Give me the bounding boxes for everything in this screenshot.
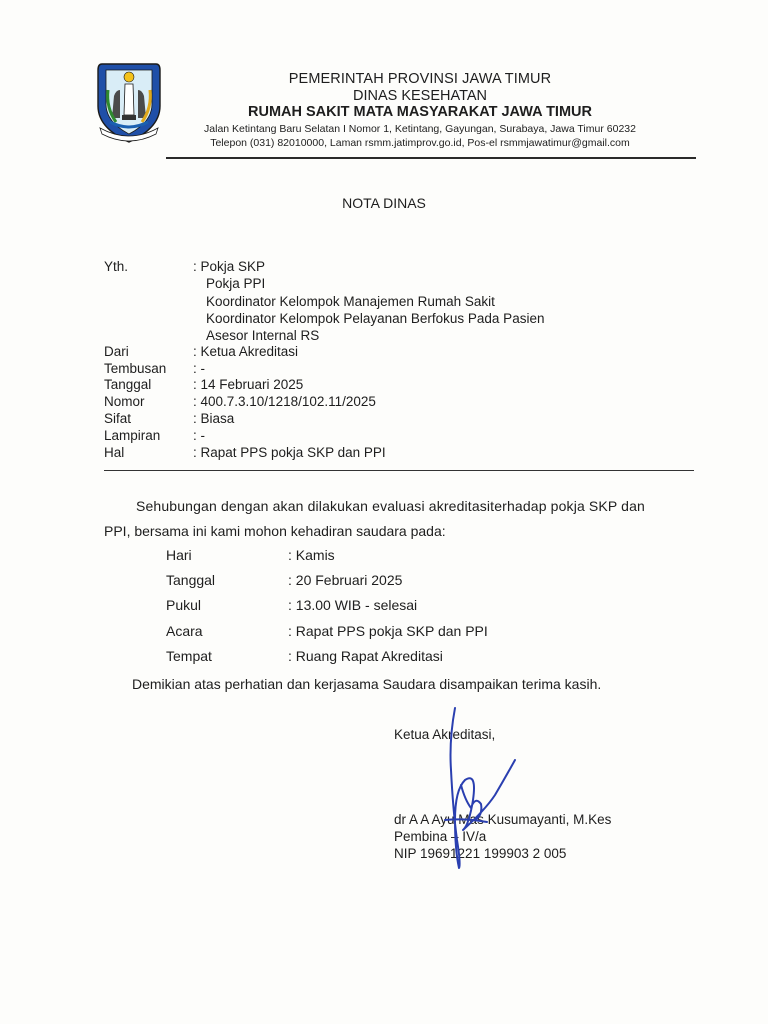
detail-value: : Kamis	[288, 547, 335, 563]
letterhead-divider	[166, 157, 696, 159]
attachment-label: Lampiran	[104, 428, 161, 443]
body-paragraph-line: Sehubungan dengan akan dilakukan evaluasi akreditasiterhadap pokja SKP dan	[136, 498, 645, 514]
letterhead-department: DINAS KESEHATAN	[352, 88, 488, 104]
detail-value: : Rapat PPS pokja SKP dan PPI	[288, 623, 488, 639]
detail-value: : 20 Februari 2025	[288, 572, 403, 588]
detail-value: : 13.00 WIB - selesai	[288, 597, 418, 613]
nature-value: : Biasa	[193, 411, 235, 426]
detail-label: Tempat	[166, 648, 212, 664]
nature-label: Sifat	[104, 411, 132, 426]
signatory-name: dr A A Ayu Mas Kusumayanti, M.Kes	[394, 812, 612, 827]
recipient-line: Koordinator Kelompok Manajemen Rumah Sakit	[206, 294, 495, 309]
signatory-position: Ketua Akreditasi,	[394, 727, 496, 742]
crest-logo	[96, 60, 162, 144]
subject-label: Hal	[104, 445, 125, 460]
cc-value: : -	[193, 361, 205, 376]
subject-value: : Rapat PPS pokja SKP dan PPI	[193, 445, 386, 460]
recipient-line: Koordinator Kelompok Pelayanan Berfokus Pada Pasien	[206, 311, 545, 326]
signatory-rank: Pembina – IV/a	[394, 829, 487, 844]
number-label: Nomor	[104, 394, 145, 409]
detail-label: Tanggal	[166, 572, 216, 588]
signatory-nip: NIP 19691221 199903 2 005	[394, 846, 567, 861]
header-divider	[104, 470, 694, 471]
letterhead-contact: Telepon (031) 82010000, Laman rsmm.jatimprov.go.id, Pos-el rsmmjawatimur@gmail.com	[210, 137, 630, 149]
letterhead-address: Jalan Ketintang Baru Selatan I Nomor 1, Ketintang, Gayungan, Surabaya, Jawa Timur 60232	[204, 123, 636, 135]
letterhead-hospital-name: RUMAH SAKIT MATA MASYARAKAT JAWA TIMUR	[248, 104, 592, 120]
detail-label: Hari	[166, 547, 192, 563]
date-value: : 14 Februari 2025	[193, 377, 304, 392]
recipient-line: Pokja PPI	[206, 276, 266, 291]
recipient-line: : Pokja SKP	[193, 259, 266, 274]
cc-label: Tembusan	[104, 361, 167, 376]
body-paragraph-line: PPI, bersama ini kami mohon kehadiran saudara pada:	[104, 523, 446, 539]
document-title: NOTA DINAS	[342, 195, 426, 211]
detail-label: Acara	[166, 623, 203, 639]
recipient-line: Asesor Internal RS	[206, 328, 320, 343]
date-label: Tanggal	[104, 377, 152, 392]
closing-sentence: Demikian atas perhatian dan kerjasama Saudara disampaikan terima kasih.	[132, 676, 602, 692]
number-value: : 400.7.3.10/1218/102.11/2025	[193, 394, 376, 409]
detail-label: Pukul	[166, 597, 202, 613]
detail-value: : Ruang Rapat Akreditasi	[288, 648, 443, 664]
recipient-label: Yth.	[104, 259, 129, 274]
letterhead-government: PEMERINTAH PROVINSI JAWA TIMUR	[288, 71, 552, 87]
attachment-value: : -	[193, 428, 205, 443]
from-value: : Ketua Akreditasi	[193, 344, 299, 359]
from-label: Dari	[104, 344, 129, 359]
handwritten-signature	[425, 700, 535, 870]
